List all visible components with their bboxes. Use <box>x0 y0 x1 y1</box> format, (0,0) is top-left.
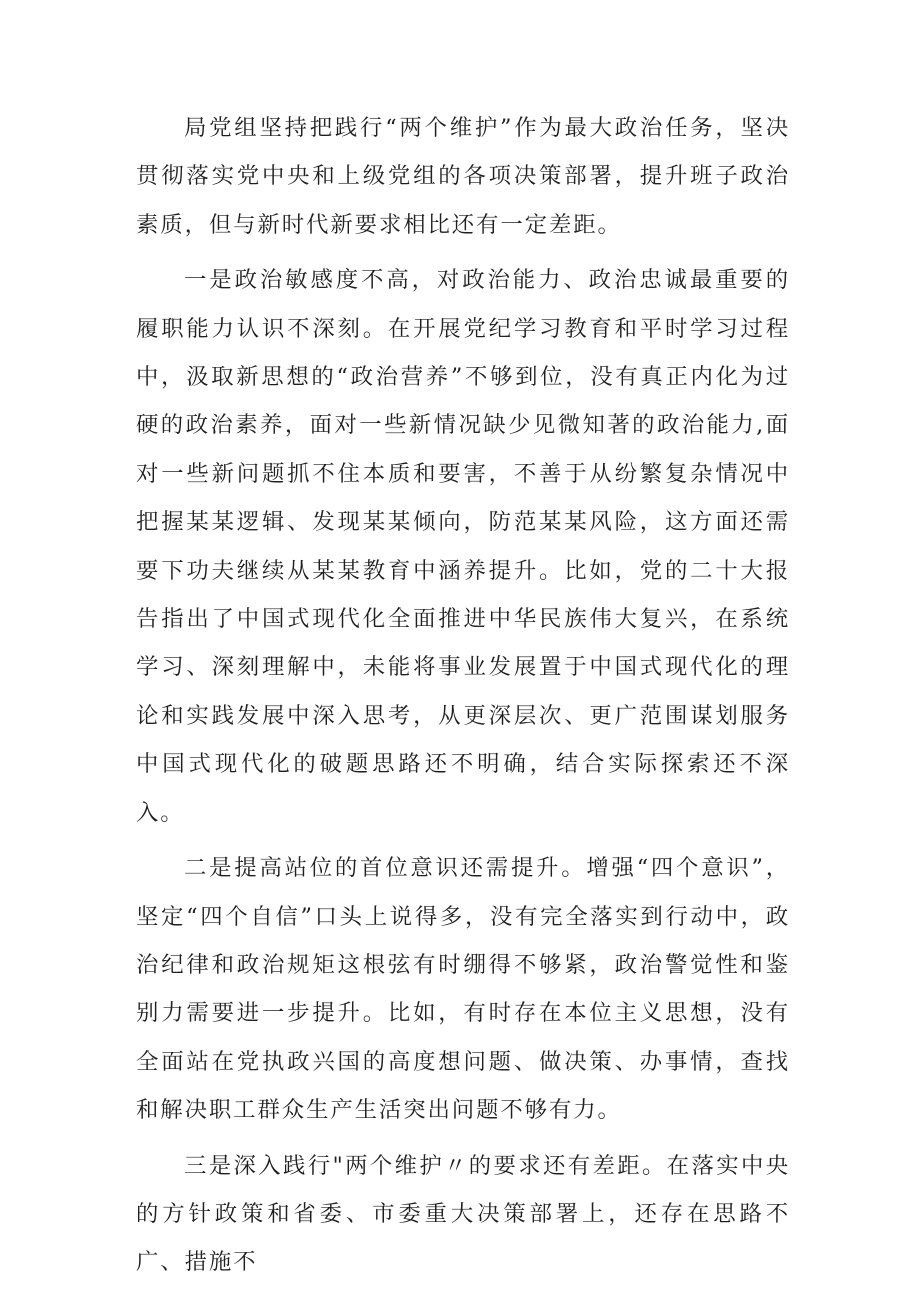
paragraph-intro: 局党组坚持把践行“两个维护”作为最大政治任务，坚决贯彻落实党中央和上级党组的各项决策部署，提升班子政治素质，但与新时代新要求相比还有一定差距。 <box>136 115 790 238</box>
paragraph-point-one: 一是政治敏感度不高，对政治能力、政治忠诚最重要的履职能力认识不深刻。在开展党纪学习教育和平时学习过程中，汲取新思想的“政治营养”不够到位，没有真正内化为过硬的政治素养，面对一些新情况缺少见微知著的政治能力,面对一些新问题抓不住本质和要害，不善于从纷繁复杂情况中把握某某逻辑、发现某某倾向，防范某某风险，这方面还需要下功夫继续从某某教育中涵养提升。比如，党的二十大报告指出了中国式现代化全面推进中华民族伟大复兴，在系统学习、深刻理解中，未能将事业发展置于中国式现代化的理论和实践发展中深入思考，从更深层次、更广范围谋划服务中国式现代化的破题思路还不明确，结合实际探索还不深入。 <box>136 267 790 826</box>
paragraph-point-three: 三是深入践行"两个维护〃的要求还有差距。在落实中央的方针政策和省委、市委重大决策部署上，还存在思路不广、措施不 <box>136 1152 790 1276</box>
document-body <box>136 104 790 1294</box>
paragraph-point-two: 二是提高站位的首位意识还需提升。增强“四个意识”，坚定“四个自信”口头上说得多，没有完全落实到行动中，政治纪律和政治规矩这根弦有时绷得不够紧，政治警觉性和鉴别力需要进一步提升。比如，有时存在本位主义思想，没有全面站在党执政兴国的高度想问题、做决策、办事情，查找和解决职工群众生产生活突出问题不够有力。 <box>136 855 790 1124</box>
